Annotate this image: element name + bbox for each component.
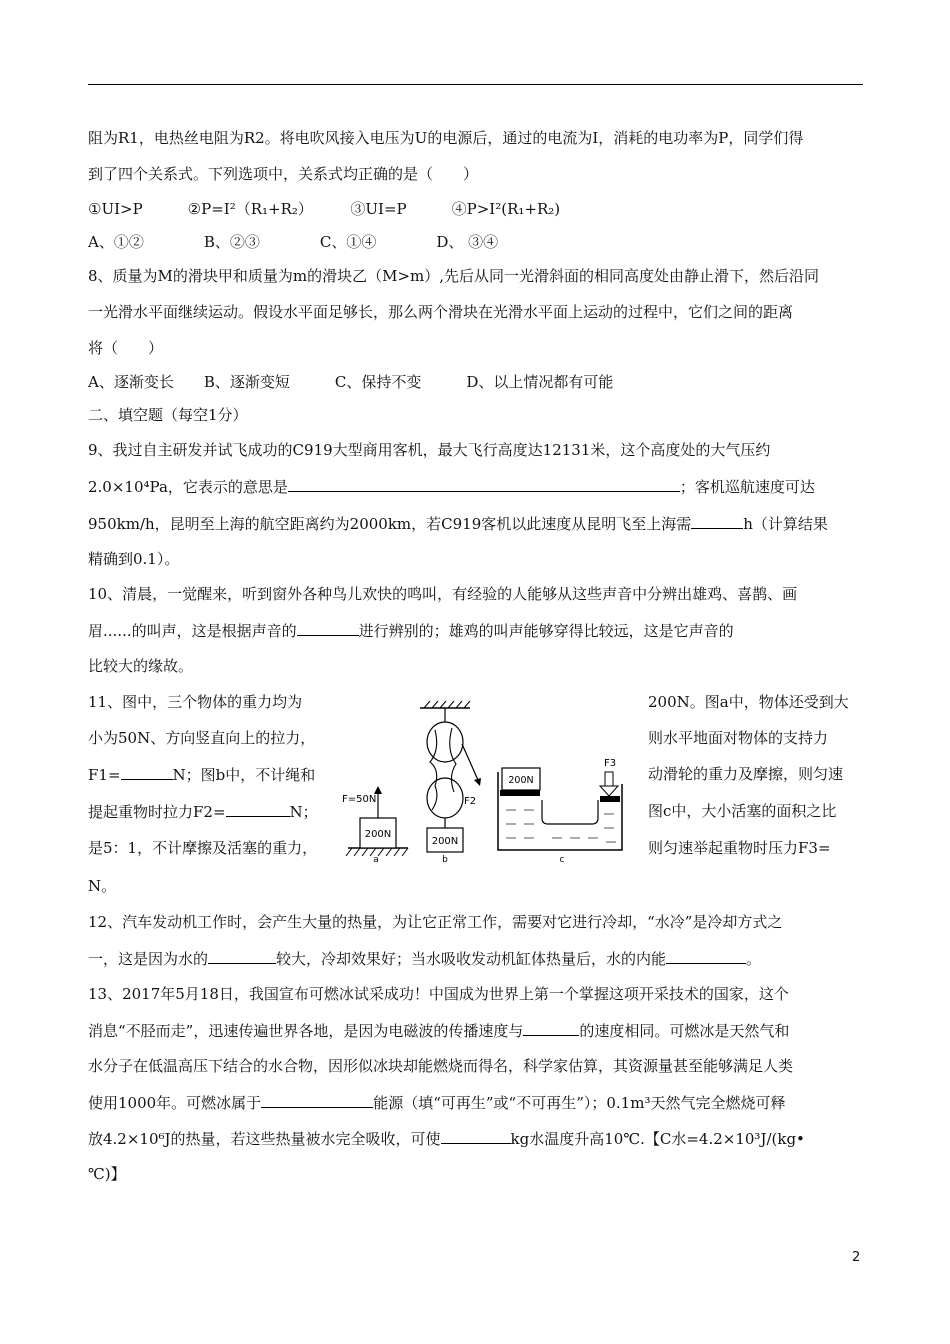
q11-left-4 (88, 801, 318, 822)
caption-a: a (373, 855, 379, 865)
q9-line-3 (88, 513, 828, 534)
q11-text-l4: N； (289, 803, 318, 821)
q10-text-b: 进行辨别的；雄鸡的叫声能够穿得比较远，这是它声音的 (358, 622, 734, 640)
q11-text-l3: N；图b中，不计绳和 (172, 766, 316, 784)
weight-label-c: 200N (508, 775, 534, 786)
q11-left-3 (88, 764, 315, 785)
q13-line-6: ℃)】 (88, 1165, 126, 1183)
weight-label-b: 200N (431, 836, 459, 847)
force-label-f3: F3 (604, 758, 617, 769)
q9-line-2 (88, 476, 815, 497)
header-rule (88, 84, 863, 85)
q8-answers: A、逐渐变长 B、逐渐变短 C、保持不变 D、以上情况都有可能 (88, 373, 614, 391)
weight-label-a: 200N (364, 829, 392, 840)
q12-line-2 (88, 948, 761, 969)
q10-text-a: 眉......的叫声，这是根据声音的 (88, 622, 297, 640)
q12-blank-1[interactable] (208, 948, 276, 964)
q12-text-a: 一，这是因为水的 (88, 950, 209, 968)
q7-answers: A、①② B、②③ C、①④ D、 ③④ (88, 233, 499, 251)
q13-text-c: 使用1000年。可燃冰属于 (88, 1094, 262, 1112)
q12-blank-2[interactable] (666, 948, 746, 964)
q11-blank-f1[interactable] (121, 764, 173, 780)
q11-right-2: 则水平地面对物体的支持力 (648, 729, 829, 747)
q9-text-c: 950km/h，昆明至上海的航空距离约为2000km，若C919客机以此速度从昆明飞至上海需 (88, 515, 692, 533)
force-label-f2: F2 (464, 796, 477, 807)
q13-line-4 (88, 1092, 785, 1113)
q9-text-d: h（计算结果 (743, 515, 828, 533)
figure-a (342, 786, 408, 865)
q9-line-4: 精确到0.1）。 (88, 550, 180, 568)
q13-line-1: 13、2017年5月18日，我国宣布可燃冰试采成功！中国成为世界上第一个掌握这项开采技术的国家，这个 (88, 985, 789, 1003)
q13-line-2 (88, 1020, 789, 1041)
q11-blank-f2[interactable] (226, 801, 290, 817)
q12-text-c: 。 (746, 950, 762, 968)
q8-line-1: 8、质量为M的滑块甲和质量为m的滑块乙（M>m）,先后从同一光滑斜面的相同高度处由静止滑下，然后沿同 (88, 267, 820, 285)
q11-right-4: 图c中，大小活塞的面积之比 (648, 802, 837, 820)
caption-b: b (442, 855, 448, 865)
q13-text-e: 放4.2×10⁶J的热量，若这些热量被水完全吸收，可使 (88, 1130, 441, 1148)
q12-text-b: 较大，冷却效果好；当水吸收发动机缸体热量后，水的内能 (276, 950, 667, 968)
q8-line-3: 将（ ） (88, 339, 164, 357)
q10-line-3: 比较大的缘故。 (88, 657, 194, 675)
q13-blank-mass[interactable] (441, 1128, 511, 1144)
q11-right-5: 则匀速举起重物时压力F3= (648, 839, 831, 857)
q7-line-2: 到了四个关系式。下列选项中，关系式均正确的是（ ） (88, 165, 479, 183)
q13-blank-speed[interactable] (523, 1020, 579, 1036)
page-number: 2 (852, 1250, 861, 1265)
q13-text-a: 消息“不胫而走”，迅速传遍世界各地，是因为电磁波的传播速度与 (88, 1022, 524, 1040)
q9-blank-meaning[interactable] (288, 476, 680, 492)
q11-f1-label: F1= (88, 766, 121, 784)
q7-options: ①UI>P ②P=I²（R₁+R₂） ③UI=P ④P>I²(R₁+R₂) (88, 200, 561, 218)
q10-blank[interactable] (297, 620, 359, 636)
q13-line-3: 水分子在低温高压下结合的水合物，因形似冰块却能燃烧而得名，科学家估算，其资源量甚至能够满足人类 (88, 1057, 794, 1075)
q8-line-2: 一光滑水平面继续运动。假设水平面足够长，那么两个滑块在光滑水平面上运动的过程中，它们之间的距离 (88, 303, 794, 321)
q12-line-1: 12、汽车发动机工作时，会产生大量的热量，为让它正常工作，需要对它进行冷却，“水冷”是冷却方式之 (88, 913, 783, 931)
q10-line-1: 10、清晨，一觉醒来，听到窗外各种鸟儿欢快的鸣叫，有经验的人能够从这些声音中分辨出雄鸡、喜鹊、画 (88, 585, 798, 603)
q13-blank-energy[interactable] (261, 1092, 373, 1108)
q11-left-6: N。 (88, 877, 117, 895)
q7-line-1: 阻为R1，电热丝电阻为R2。将电吹风接入电压为U的电源后，通过的电流为I，消耗的电功率为P，同学们得 (88, 129, 804, 147)
q9-text-a: 2.0×10⁴Pa，它表示的意思是 (88, 478, 288, 496)
q10-line-2 (88, 620, 734, 641)
figure-b (420, 701, 481, 865)
pulley-piston-figure (340, 700, 630, 865)
force-label-a: F=50N (342, 794, 377, 805)
q9-line-1: 9、我过自主研发并试飞成功的C919大型商用客机，最大飞行高度达12131米，这个高度处的大气压约 (88, 441, 771, 459)
q11-left-2: 小为50N、方向竖直向上的拉力， (88, 729, 316, 747)
q9-text-b: ；客机巡航速度可达 (679, 478, 815, 496)
q13-line-5 (88, 1128, 805, 1149)
q9-blank-hours[interactable] (691, 513, 743, 529)
q11-right-3: 动滑轮的重力及摩擦，则匀速 (648, 765, 844, 783)
q11-left-1: 11、图中，三个物体的重力均为 (88, 693, 303, 711)
figure-c (498, 758, 622, 865)
caption-c: c (559, 855, 565, 865)
q11-f2-label: 提起重物时拉力F2= (88, 803, 226, 821)
q13-text-b: 的速度相同。可燃冰是天然气和 (579, 1022, 790, 1040)
q11-left-5: 是5：1，不计摩擦及活塞的重力， (88, 839, 318, 857)
q13-text-d: 能源（填“可再生”或“不可再生”）；0.1m³天然气完全燃烧可释 (373, 1094, 786, 1112)
q11-right-1: 200N。图a中，物体还受到大 (648, 693, 849, 711)
section-2-heading: 二、填空题（每空1分） (88, 406, 248, 424)
q13-text-f: kg水温度升高10℃.【C水=4.2×10³J/(kg• (510, 1130, 805, 1148)
